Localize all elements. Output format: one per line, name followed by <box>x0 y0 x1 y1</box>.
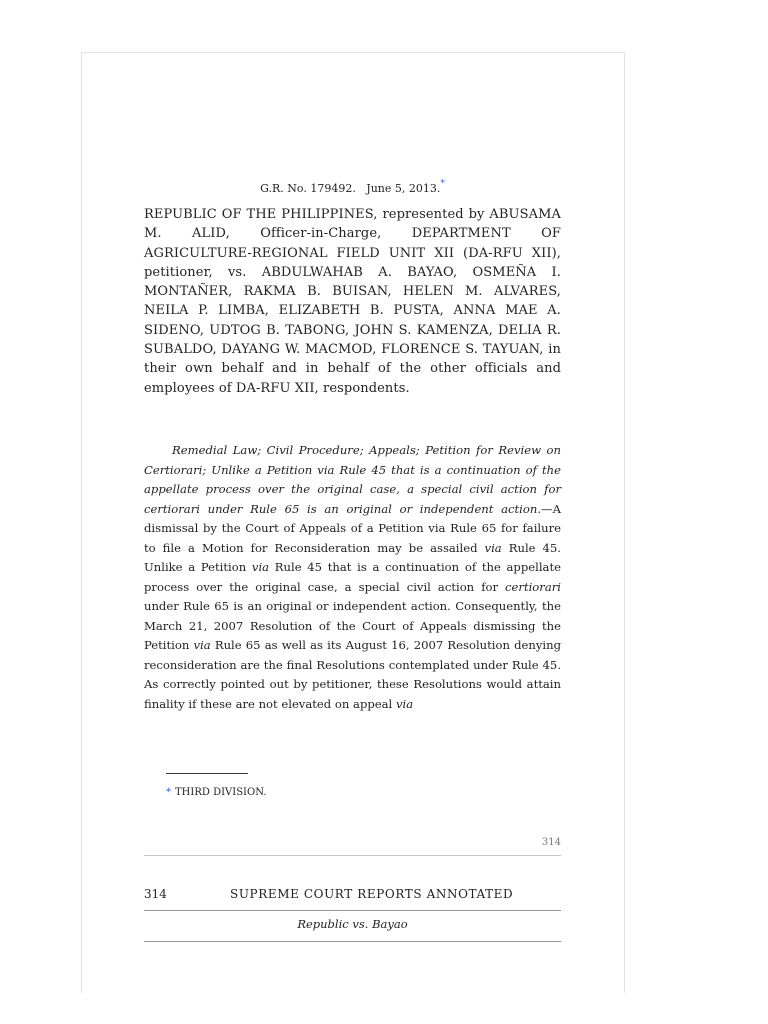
syllabus-italic-via-1: via <box>484 540 502 555</box>
page-number: 314 <box>541 837 561 848</box>
decision-date: June 5, 2013. <box>366 182 441 195</box>
syllabus-headnote: Remedial Law; Civil Procedure; Appeals; Petition for Review on Certiorari; Unlike a Petition via Rule 45 that is a continuation of the appellate process over the original case, a special civil action for certiorari under Rule 65 is an original or independent action.— <box>144 443 561 516</box>
document-page <box>81 52 625 993</box>
footnote <box>166 787 267 798</box>
syllabus-text-2: Rule 45. Unlike a Petition <box>144 540 561 574</box>
footnote-text: THIRD DIVISION. <box>175 787 267 798</box>
syllabus-italic-via-4: via <box>395 696 414 711</box>
footnote-marker-link[interactable]: * <box>440 179 445 189</box>
syllabus-italic-certiorari: certiorari <box>505 579 561 594</box>
case-parties: REPUBLIC OF THE PHILIPPINES, represented by ABUSAMA M. ALID, Officer-in-Charge, DEPARTMENT OF AGRICULTURE-REGIONAL FIELD UNIT XII (DA-RFU XII), petitioner, vs. ABDULWAHAB A. BAYAO, OSMEÑA I. MONTAÑER, RAKMA B. BUISAN, HELEN M. ALVARES, NEILA P. LIMBA, ELIZABETH B. PUSTA, ANNA MAE A. SIDENO, UDTOG B. TABONG, JOHN S. KAMENZA, DELIA R. SUBALDO, DAYANG W. MACMOD, FLORENCE S. TAYUAN, in their own behalf and in behalf of the other officials and employees of DA-RFU XII, respondents. <box>144 207 561 396</box>
running-header-page: 314 <box>144 887 167 901</box>
page-content <box>144 53 561 993</box>
page-break-divider <box>144 855 561 856</box>
syllabus-text-1: A dismissal by the Court of Appeals of a Petition via Rule 65 for failure to file a Motion for Reconsideration may be assailed <box>144 501 561 555</box>
syllabus-text-5: Rule 65 as well as its August 16, 2007 Resolution denying reconsideration are the final Resolutions contemplated under Rule 45. As correctly pointed out by petitioner, these Resolutions would attain finality if these are not elevated on appeal <box>144 638 561 711</box>
gr-number: G.R. No. 179492. <box>260 182 356 195</box>
case-short-title: Republic vs. Bayao <box>297 917 408 931</box>
running-header-title: SUPREME COURT REPORTS ANNOTATED <box>230 887 514 901</box>
syllabus-italic-via-2: via <box>251 560 270 574</box>
case-citation <box>144 179 561 195</box>
header-divider-top <box>144 910 561 911</box>
footnote-star[interactable]: * <box>166 787 171 798</box>
footnote-divider <box>166 773 248 774</box>
header-divider-bottom <box>144 941 561 942</box>
syllabus-text-3: Rule 45 that is a continuation of the appellate process over the original case, a special civil action for <box>144 560 561 594</box>
syllabus-paragraph <box>144 441 561 714</box>
syllabus-text-4: under Rule 65 is an original or independent action. Consequently, the March 21, 2007 Resolution of the Court of Appeals dismissing the Petition <box>144 599 561 652</box>
syllabus-italic-via-3: via <box>193 638 211 652</box>
